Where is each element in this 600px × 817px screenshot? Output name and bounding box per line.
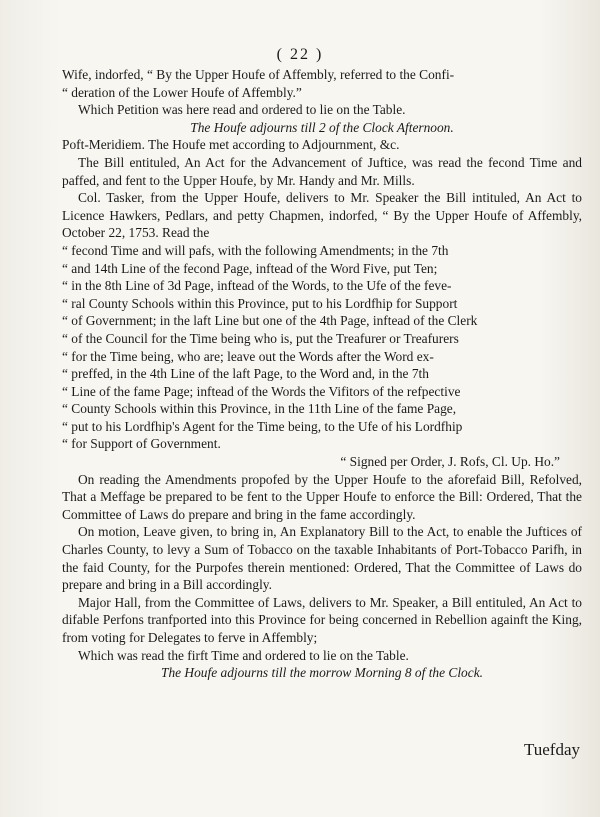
paragraph-explanatory-bill: On motion, Leave given, to bring in, An Explanatory Bill to the Act, to enable the Juftices of Charles County, to levy a Sum of Tobacco on the taxable Inhabitants of Port-Tobacco Parifh, in the faid County, for the Purpofes therein mentioned: Ordered, That the Committee of Laws do prepare and bring in a Bill accordingly. bbox=[62, 524, 582, 593]
amendment-line-3: “ in the 8th Line of 3d Page, inftead of the Words, to the Ufe of the feve- bbox=[62, 278, 452, 294]
signature-line: “ Signed per Order, J. Rofs, Cl. Up. Ho.” bbox=[340, 454, 560, 470]
paragraph-1: Wife, indorfed, “ By the Upper Houfe of Affembly, referred to the Confi- bbox=[62, 67, 455, 82]
paragraph-amendments-read: On reading the Amendments propofed by the Upper Houfe to the aforefaid Bill, Refolved, That a Meffage be prepared to be fent to the Upper Houfe to enforce the Bill: Ordered, That the Committee of Laws do prepare and bring in the fame accordingly. bbox=[62, 471, 582, 522]
paragraph-major-hall: Major Hall, from the Committee of Laws, delivers to Mr. Speaker, a Bill entituled, An Act to difable Perfons tranfported into this Province for being concerned in Rebellion againft the King, from voting for Delegates to ferve in Affembly; bbox=[62, 594, 582, 645]
adjournment-line: The Houfe adjourns till 2 of the Clock Afternoon. bbox=[190, 119, 454, 135]
amendment-line-12: “ for Support of Government. bbox=[62, 436, 221, 452]
amendment-line-11: “ put to his Lordfhip's Agent for the Time being, to the Ufe of his Lordfhip bbox=[62, 418, 463, 434]
amendment-line-6: “ of the Council for the Time being who is, put the Treafurer or Treafurers bbox=[62, 330, 459, 346]
page-number: ( 22 ) bbox=[276, 46, 324, 63]
amendment-line-7: “ for the Time being, who are; leave out the Words after the Word ex- bbox=[62, 348, 434, 364]
amendment-line-2: “ and 14th Line of the fecond Page, inftead of the Word Five, put Ten; bbox=[62, 260, 438, 276]
document-body bbox=[62, 66, 582, 682]
paragraph-bill-justice: The Bill entituled, An Act for the Advancement of Juftice, was read the fecond Time and paffed, and fent to the Upper Houfe, by Mr. Handy and Mr. Mills. bbox=[62, 154, 582, 188]
amendment-line-8: “ preffed, in the 4th Line of the laft Page, to the Word and, in the 7th bbox=[62, 366, 429, 382]
paragraph-postmeridiem: Poft-Meridiem. The Houfe met according to Adjournment, &c. bbox=[62, 137, 400, 153]
catchword: Tuefday bbox=[523, 740, 580, 759]
paragraph-first-reading: Which was read the firft Time and ordered to lie on the Table. bbox=[78, 647, 409, 663]
paragraph-2: “ deration of the Lower Houfe of Affembly.” bbox=[62, 84, 302, 100]
amendment-line-4: “ ral County Schools within this Province, put to his Lordfhip for Support bbox=[62, 295, 458, 311]
paragraph-3: Which Petition was here read and ordered to lie on the Table. bbox=[78, 102, 406, 118]
adjournment-line-2: The Houfe adjourns till the morrow Morning 8 of the Clock. bbox=[161, 665, 483, 681]
paragraph-tasker: Col. Tasker, from the Upper Houfe, delivers to Mr. Speaker the Bill intituled, An Act to Licence Hawkers, Pedlars, and petty Chapmen, indorfed, “ By the Upper Houfe of Affembly, October 22, 1753. Read the bbox=[62, 190, 582, 241]
amendment-line-9: “ Line of the fame Page; inftead of the Words the Vifitors of the refpective bbox=[62, 383, 461, 399]
amendment-line-1: “ fecond Time and will pafs, with the following Amendments; in the 7th bbox=[62, 242, 449, 258]
amendment-line-10: “ County Schools within this Province, in the 11th Line of the fame Page, bbox=[62, 401, 457, 417]
amendment-line-5: “ of Government; in the laft Line but one of the 4th Page, inftead of the Clerk bbox=[62, 313, 478, 329]
